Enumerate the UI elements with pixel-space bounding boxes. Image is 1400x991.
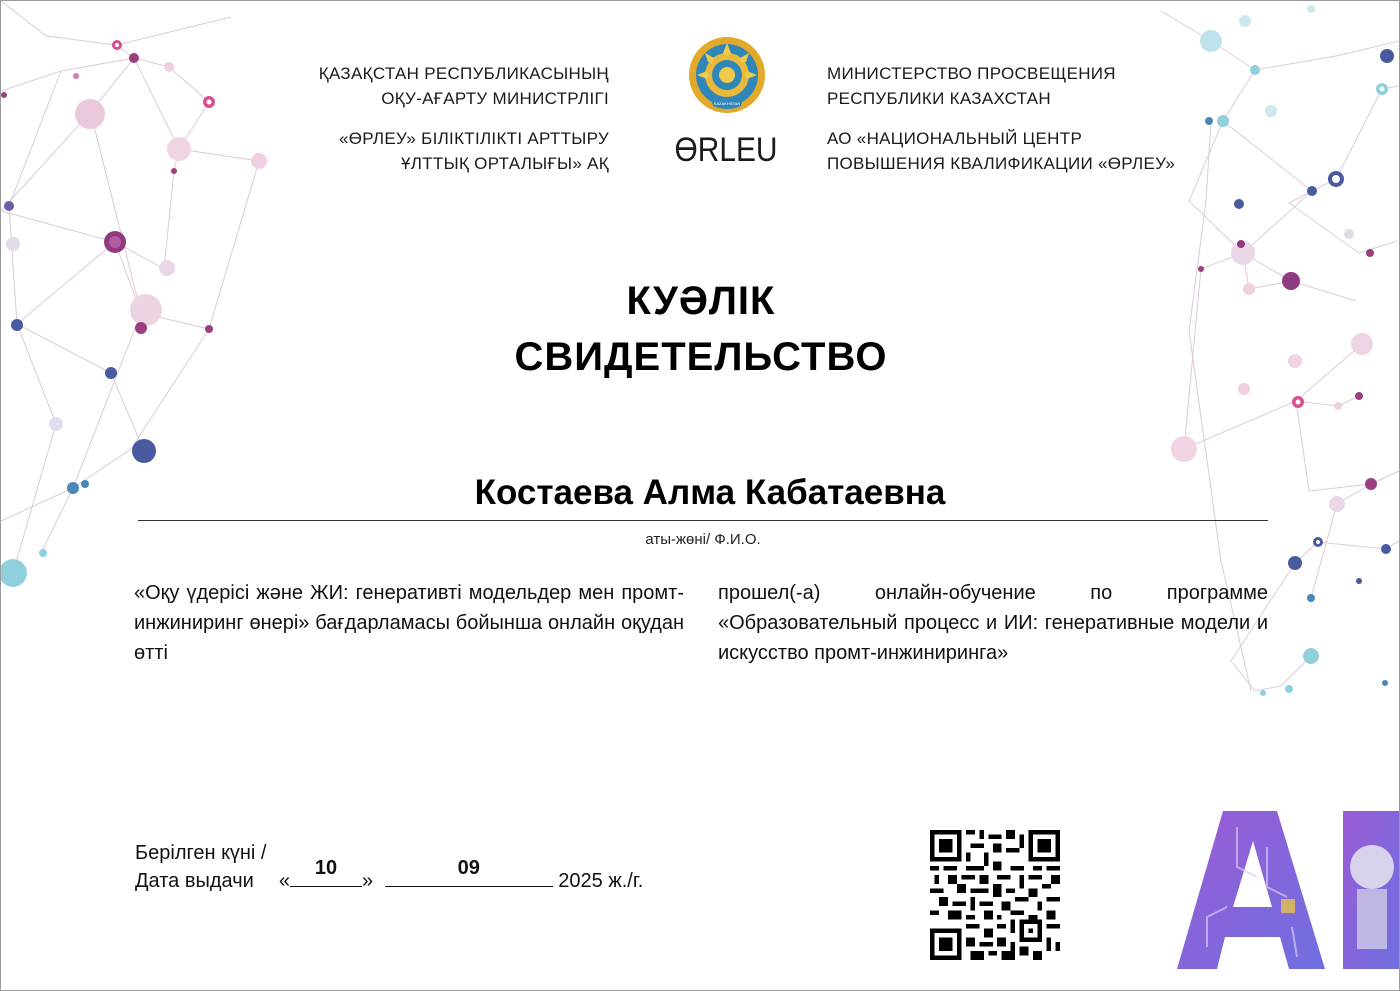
name-caption: аты-жөні/ Ф.И.О.	[645, 531, 761, 548]
issue-date-row	[135, 857, 644, 894]
issue-date-label-kk: Берілген күні /	[135, 842, 267, 864]
header-ru-center-line2: ПОВЫШЕНИЯ КВАЛИФИКАЦИИ «ӨРЛЕУ»	[827, 154, 1176, 173]
qr-code-icon	[930, 830, 1060, 960]
month-field	[385, 857, 553, 887]
recipient-name: Костаева Алма Кабатаевна	[474, 473, 946, 512]
title-russian: СВИДЕТЕЛЬСТВО	[514, 335, 888, 379]
orleu-logo: ӨRLEU	[674, 131, 778, 169]
header-kk-center-line2: ҰЛТТЫҚ ОРТАЛЫҒЫ» АҚ	[401, 154, 609, 173]
svg-text:KAZAKHSTAN: KAZAKHSTAN	[713, 101, 741, 106]
open-quote: «	[278, 870, 291, 892]
day-field	[290, 857, 362, 887]
header-kazakh	[319, 61, 609, 176]
header-ru-ministry-line2: РЕСПУБЛИКИ КАЗАХСТАН	[827, 89, 1051, 108]
issue-date	[135, 841, 643, 894]
ai-graphic-icon	[1177, 807, 1399, 969]
name-underline	[138, 520, 1268, 521]
header-ru-ministry-line1: МИНИСТЕРСТВО ПРОСВЕЩЕНИЯ	[827, 64, 1116, 83]
header-kk-ministry-line2: ОҚУ-АҒАРТУ МИНИСТРЛІГІ	[381, 89, 609, 108]
header-kk-ministry-line1: ҚАЗАҚСТАН РЕСПУБЛИКАСЫНЫҢ	[318, 64, 609, 83]
header-kk-center-line1: «ӨРЛЕУ» БІЛІКТІЛІКТІ АРТТЫРУ	[338, 129, 609, 148]
header-russian	[827, 61, 1175, 176]
close-quote: »	[362, 870, 374, 892]
state-emblem-icon	[687, 35, 767, 115]
body-text-kazakh: «Оқу үдерісі және ЖИ: генеративті модельдер мен промт-инжиниринг өнері» бағдарламасы бойынша онлайн оқудан өтті	[134, 582, 684, 664]
header-ru-center-line1: АО «НАЦИОНАЛЬНЫЙ ЦЕНТР	[827, 129, 1083, 148]
day-value: 10	[314, 857, 338, 879]
year-suffix: 2025 ж./г.	[558, 870, 644, 892]
body-text-russian: прошел(-а) онлайн-обучение по программе «Образовательный процесс и ИИ: генеративные модели и искусство промт-инжиниринга»	[718, 582, 1268, 664]
issue-date-label-ru: Дата выдачи	[135, 870, 254, 892]
title-kazakh: КУӘЛІК	[626, 279, 776, 323]
month-value: 09	[457, 857, 480, 879]
